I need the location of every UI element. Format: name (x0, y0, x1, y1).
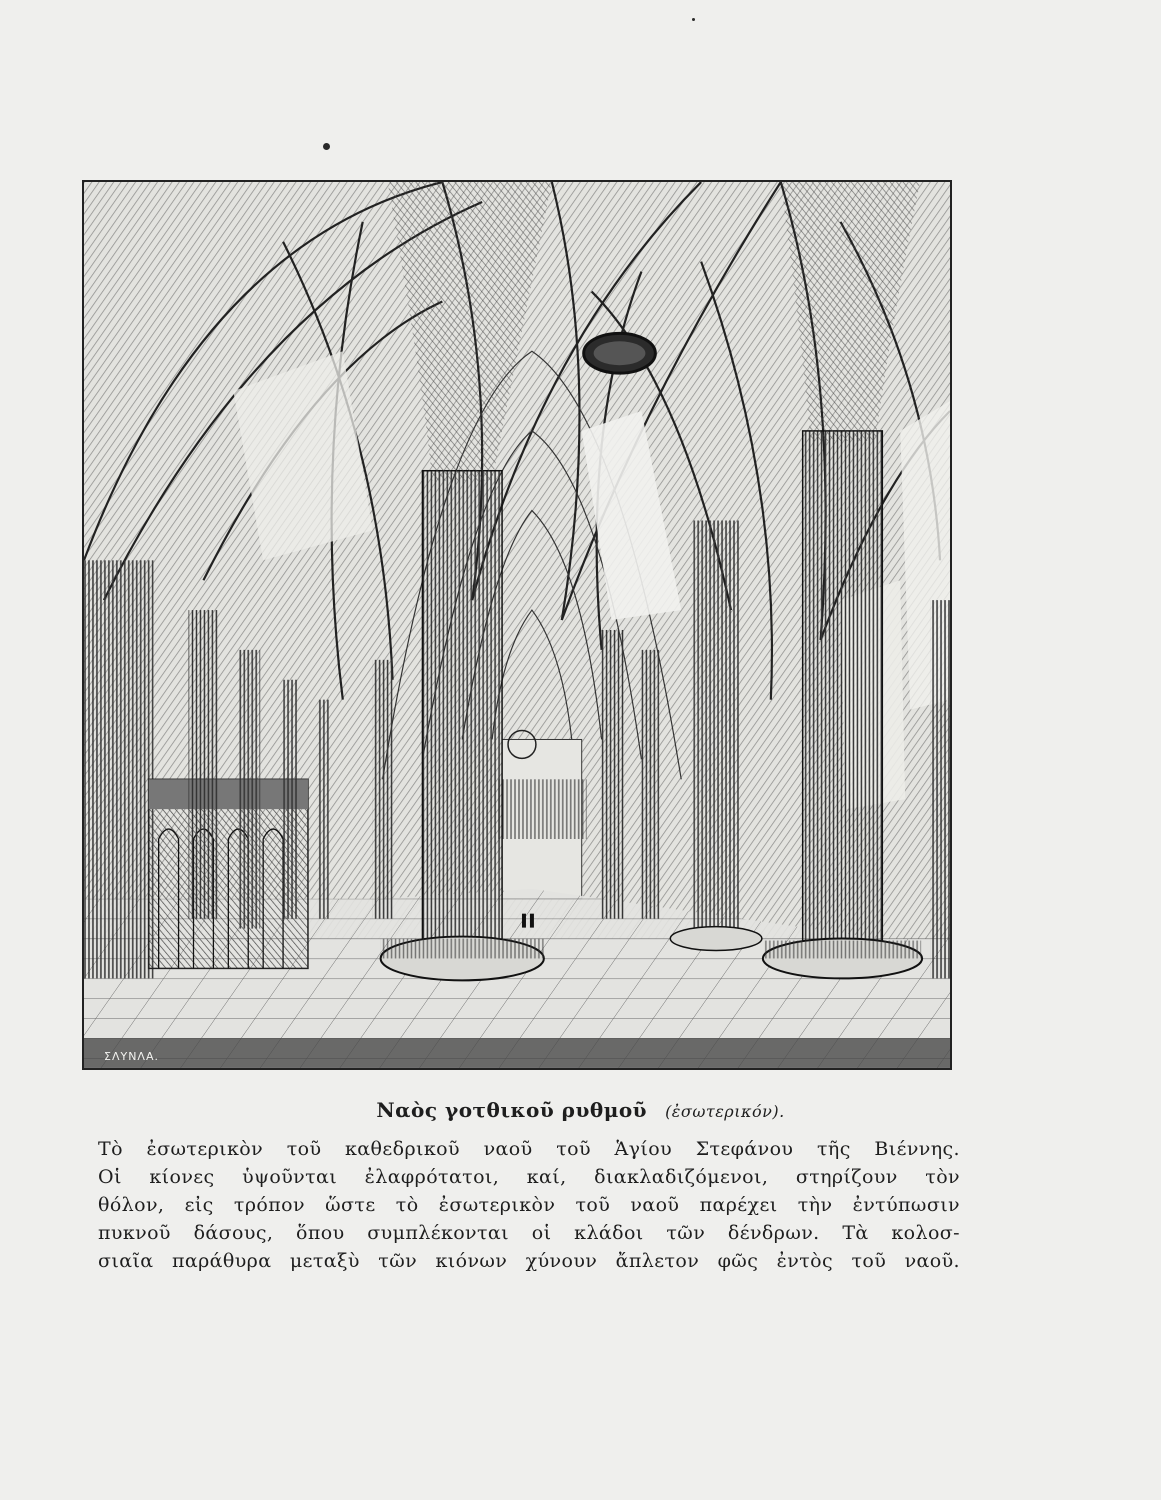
caption-subtitle: (ἐσωτερικόν). (665, 1102, 785, 1121)
engraving-drawing (84, 182, 950, 1068)
paragraph-line: πυκνοῦ δάσους, ὅπου συμπλέκονται οἱ κλάδοι τῶν δένδρων. Τὰ κολοσ- (98, 1222, 960, 1244)
caption-title: Ναὸς γοτθικοῦ ρυθμοῦ (376, 1098, 648, 1122)
figure-caption (0, 1098, 1161, 1122)
engraver-signature: ΣΛΥΝΛΑ. (104, 1050, 159, 1063)
paragraph-line: σιαῖα παράθυρα μεταξὺ τῶν κιόνων χύνουν ἄπλετον φῶς ἐντὸς τοῦ ναοῦ. (98, 1250, 960, 1272)
paragraph-line: θόλον, εἰς τρόπον ὥστε τὸ ἐσωτερικὸν τοῦ ναοῦ παρέχει τὴν ἐντύπωσιν (98, 1194, 960, 1216)
cathedral-engraving (82, 180, 952, 1070)
ink-speck (692, 18, 695, 21)
description-paragraph (98, 1135, 960, 1275)
paragraph-line: Οἱ κίονες ὑψοῦνται ἐλαφρότατοι, καί, διακλαδιζόμενοι, στηρίζουν τὸν (98, 1166, 960, 1188)
ink-speck (323, 143, 330, 150)
paragraph-line: Τὸ ἐσωτερικὸν τοῦ καθεδρικοῦ ναοῦ τοῦ Ἁγίου Στεφάνου τῆς Βιέννης. (98, 1138, 960, 1160)
